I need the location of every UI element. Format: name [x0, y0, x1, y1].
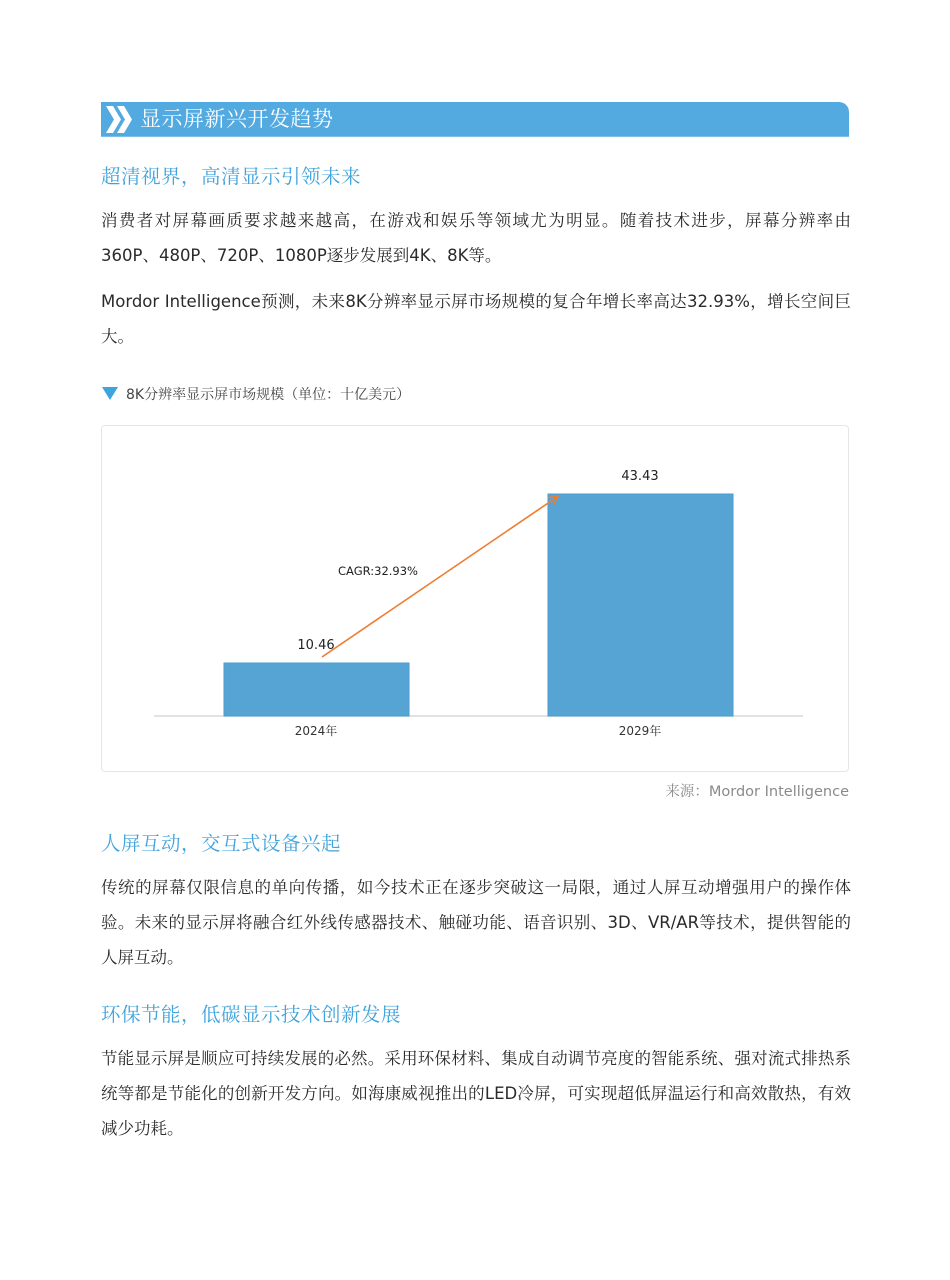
paragraph-interaction — [101, 870, 851, 975]
bar-chart — [102, 426, 850, 773]
paragraph-text: 节能显示屏是顺应可持续发展的必然。采用环保材料、集成自动调节亮度的智能系统、强对流式排热系统等都是节能化的创新开发方向。如海康威视推出的LED冷屏，可实现超低屏温运行和高效散热，有效减少功耗。 — [101, 1049, 851, 1138]
paragraph-text: 消费者对屏幕画质要求越来越高，在游戏和娱乐等领域尤为明显。随着技术进步，屏幕分辨率由360P、480P、720P、1080P逐步发展到4K、8K等。 — [101, 211, 851, 265]
value-label-2029: 43.43 — [621, 469, 659, 484]
paragraph-energy-saving — [101, 1041, 851, 1146]
bar-2024 — [224, 663, 409, 716]
chart-caption-text: 8K分辨率显示屏市场规模（单位：十亿美元） — [126, 387, 411, 403]
paragraph-text: 传统的屏幕仅限信息的单向传播，如今技术正在逐步突破这一局限，通过人屏互动增强用户的操作体验。未来的显示屏将融合红外线传感器技术、触碰功能、语音识别、3D、VR/AR等技术，提供智能的人屏互动。 — [101, 878, 851, 967]
subheading-interaction: 人屏互动，交互式设备兴起 — [101, 832, 342, 855]
double-chevron-right-icon — [104, 106, 134, 133]
bar-2029 — [548, 494, 733, 716]
paragraph-text: Mordor Intelligence预测，未来8K分辨率显示屏市场规模的复合年增长率高达32.93%，增长空间巨大。 — [101, 292, 851, 346]
section-title: 显示屏新兴开发趋势 — [140, 107, 334, 131]
value-label-2024: 10.46 — [297, 638, 335, 653]
paragraph-ultra-hd-2 — [101, 284, 851, 354]
bar-chart-card — [101, 425, 849, 772]
paragraph-ultra-hd-1 — [101, 203, 851, 273]
section-header-bar — [101, 102, 849, 137]
category-label-2024: 2024年 — [294, 724, 338, 738]
chart-caption — [102, 384, 410, 406]
subheading-ultra-hd: 超清视界，高清显示引领未来 — [101, 165, 362, 188]
chart-source: 来源：Mordor Intelligence — [665, 784, 849, 800]
subheading-energy-saving: 环保节能，低碳显示技术创新发展 — [101, 1003, 402, 1026]
triangle-down-icon — [102, 387, 118, 400]
category-label-2029: 2029年 — [618, 724, 662, 738]
cagr-label: CAGR:32.93% — [338, 564, 418, 578]
